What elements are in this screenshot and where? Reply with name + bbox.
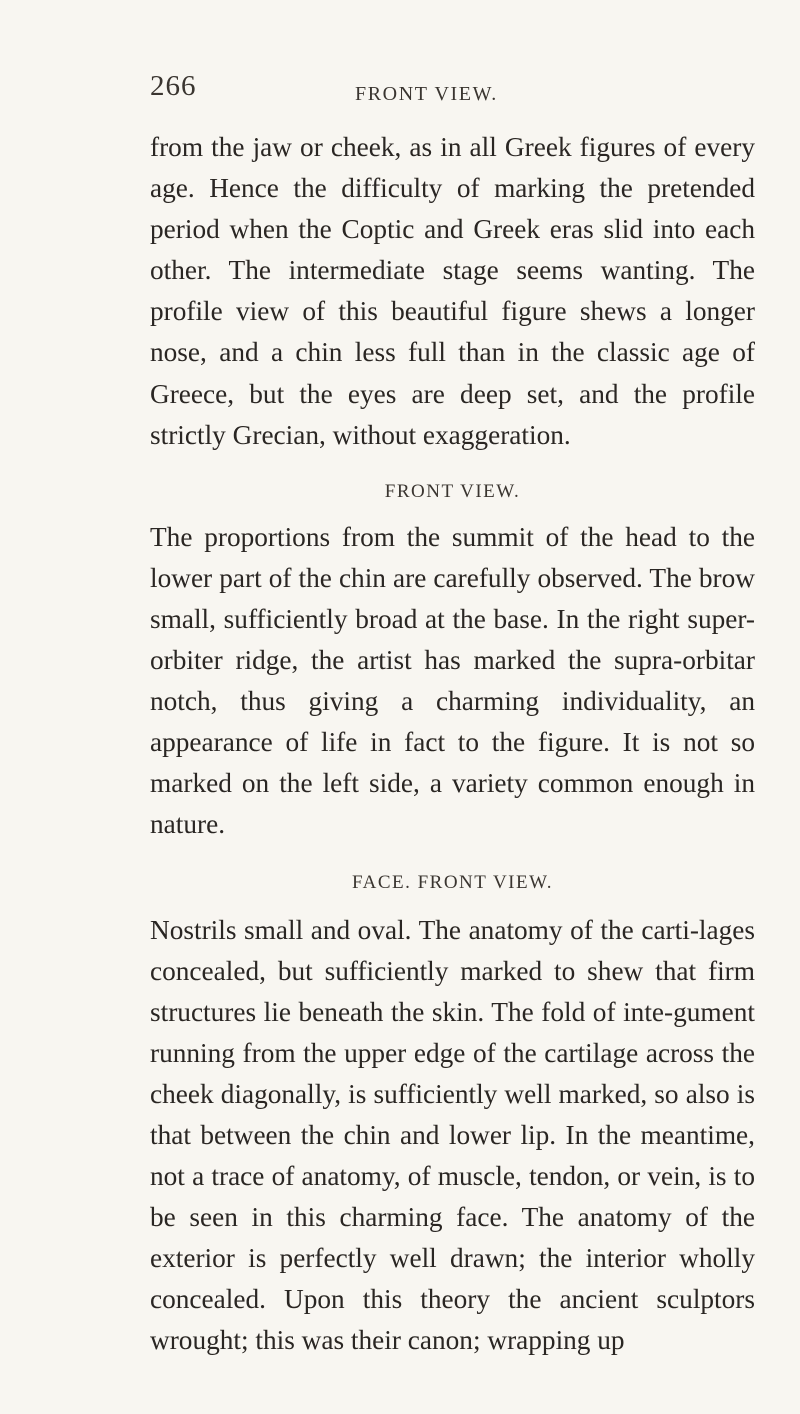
page-number: 266 bbox=[150, 70, 197, 102]
section-heading-front-view: FRONT VIEW. bbox=[384, 480, 521, 502]
body-text bbox=[150, 127, 755, 1362]
paragraph-greek-profile: from the jaw or cheek, as in all Greek figures of every age. Hence the difficulty of marking the pretended period when the Coptic and Greek eras slid into each other. The intermediate stage seems wanting. The profile view of this beautiful figure shews a longer nose, and a chin less full than in the classic age of Greece, but the eyes are deep set, and the profile strictly Grecian, without exaggeration. bbox=[150, 132, 755, 450]
section-heading-face-front-view: FACE. FRONT VIEW. bbox=[351, 871, 554, 893]
paragraph-nostrils-anatomy: Nostrils small and oval. The anatomy of the carti-lages concealed, but sufficiently marked to shew that firm structures lie beneath the skin. The fold of inte-gument running from the upper edge of the cartilage across the cheek diagonally, is sufficiently well marked, so also is that between the chin and lower lip. In the meantime, not a trace of anatomy, of muscle, tendon, or vein, is to be seen in this charming face. The anatomy of the exterior is perfectly well drawn; the interior wholly concealed. Upon this theory the ancient sculptors wrought; this was their canon; wrapping up bbox=[150, 914, 755, 1356]
running-head: FRONT VIEW. bbox=[355, 83, 498, 105]
paragraph-proportions: The proportions from the summit of the head to the lower part of the chin are carefully observed. The brow small, sufficiently broad at the base. In the right super-orbiter ridge, the artist has marked the supra-orbitar notch, thus giving a charming individuality, an appearance of life in fact to the figure. It is not so marked on the left side, a variety common enough in nature. bbox=[150, 521, 755, 840]
